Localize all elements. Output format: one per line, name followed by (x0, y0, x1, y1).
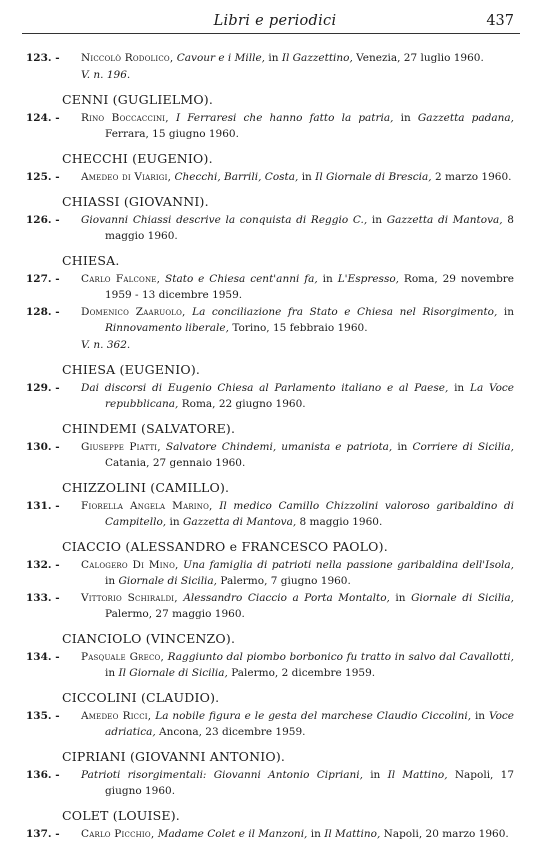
subject-heading: CHIESA. (62, 253, 120, 268)
entry-in: in (310, 828, 321, 840)
bibliography-entry (0, 50, 550, 66)
running-header-title: Libri e periodici (213, 13, 337, 29)
entry-number: 130. - (26, 441, 60, 453)
bibliography-entry (0, 212, 550, 244)
entry-text (81, 708, 514, 740)
entry-in: in (395, 592, 406, 604)
entry-text (81, 557, 514, 589)
entry-periodical: Giornale di Sicilia, (411, 592, 515, 604)
entry-in: in (169, 516, 180, 528)
bibliography-entry (0, 649, 550, 681)
entry-title: Una famiglia di patrioti nella passione garibaldina dell'Isola, (183, 559, 514, 571)
entry-periodical: Il Giornale di Sicilia, (118, 667, 228, 679)
bibliography-entry (0, 304, 550, 336)
bibliography-entry (0, 439, 550, 471)
entry-periodical: Gazzetta di Mantova, (386, 214, 503, 226)
subject-heading: CHIZZOLINI (CAMILLO). (62, 480, 230, 495)
entry-in: in (322, 273, 333, 285)
bibliography-entry (0, 380, 550, 412)
entry-in: in (371, 214, 382, 226)
entry-details: Ancona, 23 dicembre 1959. (159, 726, 306, 738)
subject-heading: CIPRIANI (GIOVANNI ANTONIO). (62, 749, 286, 764)
entry-text (81, 767, 514, 799)
entry-number: 134. - (26, 651, 60, 663)
entry-author: Amedeo di Viarigi, (81, 171, 172, 183)
entry-text (81, 304, 514, 336)
bibliography-entry (0, 498, 550, 530)
entry-in: in (454, 382, 465, 394)
subject-heading: CENNI (GUGLIELMO). (62, 92, 214, 107)
entry-number: 129. - (26, 382, 60, 394)
entry-text (81, 590, 514, 622)
entry-number: 126. - (26, 214, 60, 226)
entry-author: Vittorio Schiraldi, (81, 592, 178, 604)
entry-number: 123. - (26, 52, 60, 64)
entry-details: Palermo, 7 giugno 1960. (220, 575, 351, 587)
header-rule (22, 33, 520, 34)
entry-periodical: Il Mattino, (387, 769, 448, 781)
entry-details: Napoli, 20 marzo 1960. (383, 828, 509, 840)
entry-author: Niccolò Rodolico, (81, 52, 174, 64)
bibliography-entry (0, 169, 550, 185)
entry-author: Rino Boccaccini, (81, 112, 169, 124)
subject-heading: CHIESA (EUGENIO). (62, 362, 201, 377)
entry-number: 132. - (26, 559, 60, 571)
entry-periodical: Corriere di Sicilia, (412, 441, 515, 453)
entry-periodical: Gazzetta padana, (417, 112, 515, 124)
entry-number: 137. - (26, 828, 60, 840)
entry-author: Carlo Falcone, (81, 273, 161, 285)
entry-details: Palermo, 2 dicembre 1959. (231, 667, 376, 679)
entry-author: Giuseppe Piatti, (81, 441, 161, 453)
entry-details: 2 marzo 1960. (434, 171, 512, 183)
cross-reference-note: V. n. 196. (81, 69, 131, 81)
bibliography-entry (0, 110, 550, 142)
subject-heading: CHIASSI (GIOVANNI). (62, 194, 209, 209)
subject-heading: CHECCHI (EUGENIO). (62, 151, 213, 166)
subject-heading: CIANCIOLO (VINCENZO). (62, 631, 236, 646)
entry-title: Cavour e i Mille, (176, 52, 266, 64)
subject-heading: CICCOLINI (CLAUDIO). (62, 690, 220, 705)
entry-title: Madame Colet e il Manzoni, (157, 828, 308, 840)
entry-details: Venezia, 27 luglio 1960. (356, 52, 484, 64)
entry-number: 133. - (26, 592, 60, 604)
entry-number: 125. - (26, 171, 60, 183)
bibliography-entry (0, 557, 550, 589)
entry-author: Pasquale Greco, (81, 651, 164, 663)
entry-author: Fiorella Angela Marino, (81, 500, 213, 512)
entry-in: in (105, 667, 116, 679)
subject-heading: CIACCIO (ALESSANDRO e FRANCESCO PAOLO). (62, 539, 388, 554)
entry-text (81, 498, 514, 530)
entry-periodical: Voce adriatica, (105, 710, 515, 738)
entry-text (81, 50, 514, 66)
entry-details: Torino, 15 febbraio 1960. (232, 322, 368, 334)
entry-text (81, 649, 514, 681)
entry-details: Catania, 27 gennaio 1960. (105, 457, 246, 469)
bibliography-entry (0, 271, 550, 303)
entry-title: Dai discorsi di Eugenio Chiesa al Parlamento italiano e al Paese, (81, 382, 449, 394)
entry-number: 124. - (26, 112, 60, 124)
entry-title: Checchi, Barrili, Costa, (174, 171, 299, 183)
entry-author: Carlo Picchio, (81, 828, 155, 840)
subject-heading: COLET (LOUISE). (62, 808, 180, 823)
entry-details: 8 maggio 1960. (299, 516, 383, 528)
entry-author: Domenico Zaaruolo, (81, 306, 186, 318)
entry-number: 136. - (26, 769, 60, 781)
entry-text (81, 110, 514, 142)
cross-reference-note: V. n. 362. (81, 339, 131, 351)
entry-author: Calogero Di Mino, (81, 559, 179, 571)
entry-number: 131. - (26, 500, 60, 512)
entry-text (81, 826, 514, 842)
entry-periodical: Il Mattino, (324, 828, 381, 840)
entry-text (81, 380, 514, 412)
page-number: 437 (486, 13, 514, 29)
entry-title: Salvatore Chindemi, umanista e patriota, (165, 441, 393, 453)
entry-number: 128. - (26, 306, 60, 318)
entry-title: Raggiunto dal piombo borbonico fu tratto in salvo dal Cavallotti, (167, 651, 514, 663)
entry-in: in (268, 52, 279, 64)
entry-text (81, 439, 514, 471)
entry-periodical: La Voce repubblicana, (105, 382, 514, 410)
entry-in: in (397, 441, 408, 453)
bibliography-entry (0, 708, 550, 740)
bibliography-list (0, 50, 550, 843)
entry-in: in (474, 710, 486, 722)
entry-title: I Ferraresi che hanno fatto la patria, (175, 112, 394, 124)
entry-title: Patrioti risorgimentali: Giovanni Antonio Cipriani, (81, 769, 363, 781)
entry-text (81, 271, 514, 303)
entry-periodical: L'Espresso, (337, 273, 399, 285)
entry-text (81, 169, 514, 185)
entry-text (81, 212, 514, 244)
entry-in: in (503, 306, 515, 318)
entry-details: Napoli, 17 giugno 1960. (105, 769, 515, 797)
entry-in: in (400, 112, 411, 124)
entry-periodical: Il Gazzettino, (281, 52, 353, 64)
entry-periodical: Giornale di Sicilia, (118, 575, 218, 587)
entry-periodical: Gazzetta di Mantova, (182, 516, 297, 528)
entry-number: 127. - (26, 273, 60, 285)
bibliography-entry (0, 767, 550, 799)
entry-title: Stato e Chiesa cent'anni fa, (165, 273, 318, 285)
bibliography-entry (0, 826, 550, 842)
entry-title: Giovanni Chiassi descrive la conquista di Reggio C., (81, 214, 368, 226)
entry-periodical: Rinnovamento liberale, (105, 322, 229, 334)
entry-title: La conciliazione fra Stato e Chiesa nel Risorgimento, (192, 306, 498, 318)
entry-author: Amedeo Ricci, (81, 710, 152, 722)
entry-number: 135. - (26, 710, 60, 722)
entry-details: Roma, 29 novembre 1959 - 13 dicembre 1959. (105, 273, 515, 301)
entry-periodical: Il Giornale di Brescia, (315, 171, 432, 183)
entry-in: in (370, 769, 381, 781)
entry-in: in (301, 171, 312, 183)
bibliography-entry (0, 590, 550, 622)
entry-details: Palermo, 27 maggio 1960. (105, 608, 245, 620)
entry-details: Ferrara, 15 giugno 1960. (105, 128, 239, 140)
entry-title: Il medico Camillo Chizzolini valoroso garibaldino di Campitello, (105, 500, 514, 528)
entry-details: Roma, 22 giugno 1960. (181, 398, 306, 410)
subject-heading: CHINDEMI (SALVATORE). (62, 421, 236, 436)
entry-title: La nobile figura e le gesta del marchese Claudio Ciccolini, (155, 710, 472, 722)
entry-title: Alessandro Ciaccio a Porta Montalto, (183, 592, 390, 604)
entry-in: in (105, 575, 116, 587)
entry-details: 8 maggio 1960. (105, 214, 514, 242)
